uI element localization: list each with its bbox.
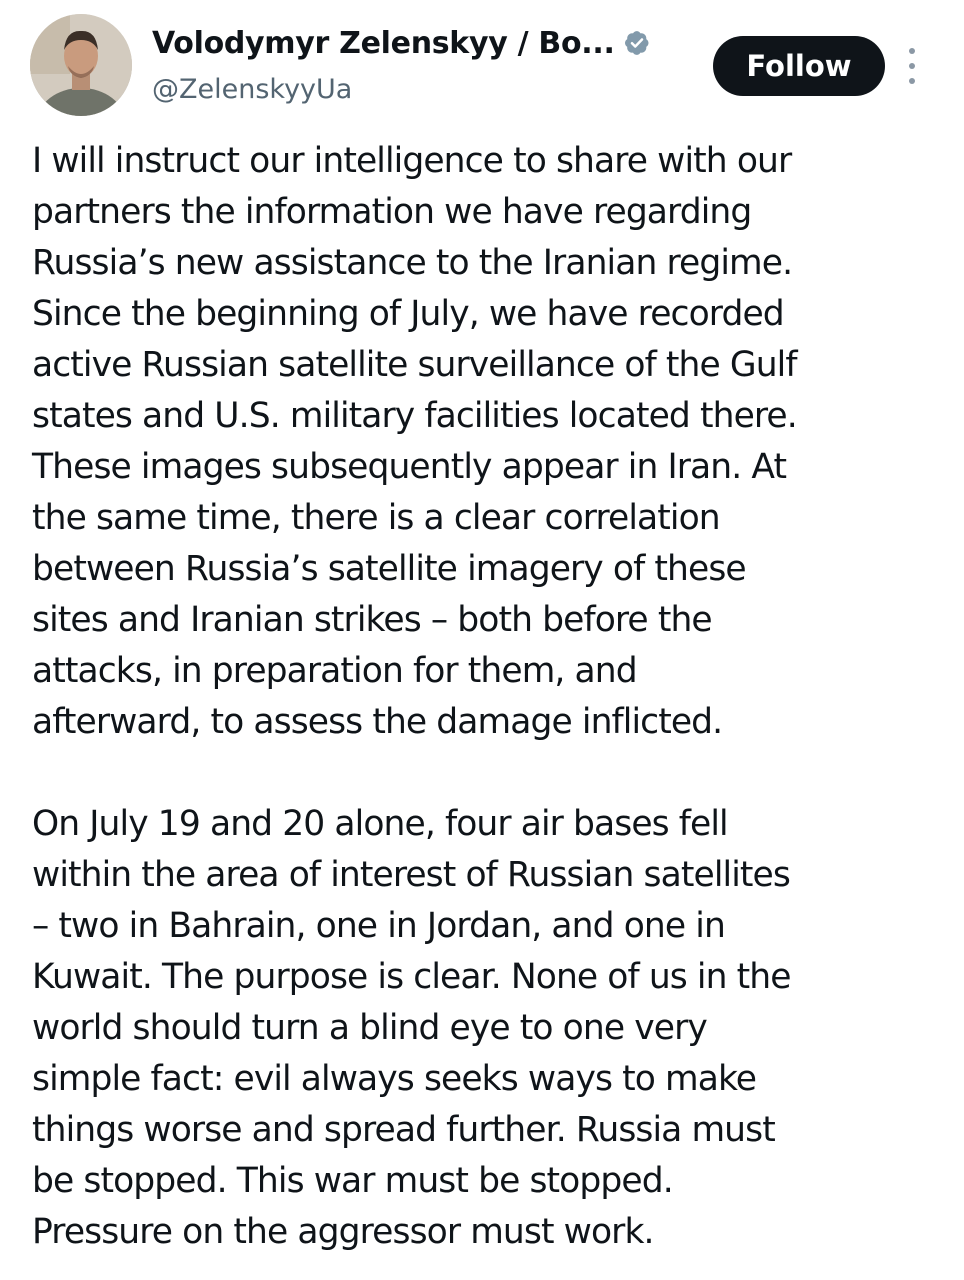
text-line: the same time, there is a clear correlation xyxy=(32,498,720,538)
text-line: states and U.S. military facilities located there. xyxy=(32,396,797,436)
text-line: Since the beginning of July, we have recorded xyxy=(32,294,784,334)
more-dot xyxy=(909,63,915,69)
text-line: between Russia’s satellite imagery of these xyxy=(32,549,746,589)
author-handle[interactable]: @ZelenskyyUa xyxy=(152,74,353,105)
tweet-text xyxy=(32,136,956,1258)
text-line: These images subsequently appear in Iran. At xyxy=(32,447,787,487)
text-line: within the area of interest of Russian satellites xyxy=(32,855,790,895)
text-line: afterward, to assess the damage inflicted. xyxy=(32,702,723,742)
text-line: active Russian satellite surveillance of the Gulf xyxy=(32,345,797,385)
text-line: Kuwait. The purpose is clear. None of us in the xyxy=(32,957,791,997)
tweet-paragraph xyxy=(32,136,956,748)
tweet-header xyxy=(0,0,964,130)
text-line: be stopped. This war must be stopped. xyxy=(32,1161,673,1201)
text-line: On July 19 and 20 alone, four air bases fell xyxy=(32,804,728,844)
tweet-paragraph xyxy=(32,799,956,1258)
text-line: Pressure on the aggressor must work. xyxy=(32,1212,654,1252)
text-line: Russia’s new assistance to the Iranian regime. xyxy=(32,243,793,283)
text-line: simple fact: evil always seeks ways to make xyxy=(32,1059,757,1099)
author-display-name[interactable]: Volodymyr Zelenskyy / Во... xyxy=(152,25,615,61)
text-line: I will instruct our intelligence to share with our xyxy=(32,141,792,181)
author-name-row[interactable] xyxy=(152,20,653,66)
text-line: – two in Bahrain, one in Jordan, and one in xyxy=(32,906,725,946)
text-line: partners the information we have regarding xyxy=(32,192,752,232)
verified-badge-icon xyxy=(623,28,653,58)
avatar-photo xyxy=(30,14,132,116)
text-line: attacks, in preparation for them, and xyxy=(32,651,637,691)
more-dot xyxy=(909,78,915,84)
follow-button[interactable]: Follow xyxy=(713,36,885,96)
avatar[interactable] xyxy=(30,14,132,116)
more-options-icon[interactable] xyxy=(900,44,924,88)
text-line: sites and Iranian strikes – both before the xyxy=(32,600,712,640)
text-line: things worse and spread further. Russia must xyxy=(32,1110,775,1150)
text-line: world should turn a blind eye to one very xyxy=(32,1008,707,1048)
more-dot xyxy=(909,48,915,54)
